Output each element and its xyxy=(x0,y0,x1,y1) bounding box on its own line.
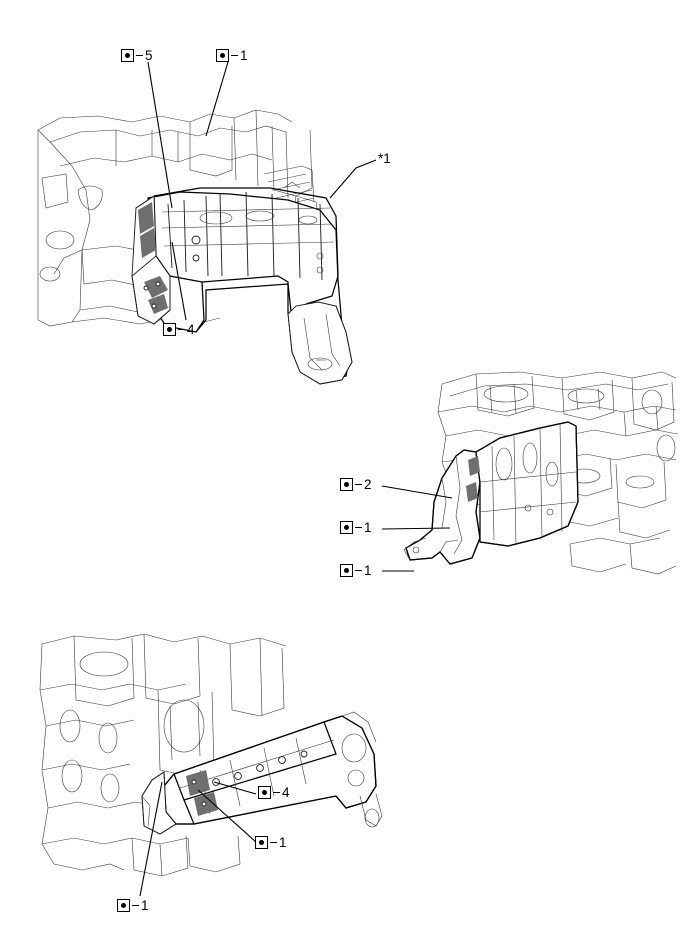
spot-weld-square-icon xyxy=(340,521,353,534)
callout-dash xyxy=(355,527,362,528)
callout-number: 4 xyxy=(282,785,290,800)
bottom-callout-1b xyxy=(117,899,149,913)
middle-callout-1a xyxy=(340,521,372,535)
spot-weld-square-icon xyxy=(216,49,229,62)
callout-dash xyxy=(273,792,280,793)
callout-number: 1 xyxy=(141,898,149,913)
spot-weld-square-icon xyxy=(340,564,353,577)
callout-dash xyxy=(231,55,238,56)
top-callout-1 xyxy=(216,49,248,63)
callout-dash xyxy=(270,842,277,843)
spot-weld-square-icon xyxy=(340,478,353,491)
callout-number: 1 xyxy=(364,563,372,578)
callout-number: 1 xyxy=(240,48,248,63)
spot-weld-square-icon xyxy=(121,49,134,62)
bottom-callout-4 xyxy=(258,786,290,800)
middle-callout-1b xyxy=(340,564,372,578)
top-callout-5 xyxy=(121,49,153,63)
spot-weld-square-icon xyxy=(163,323,176,336)
callout-number: 2 xyxy=(364,477,372,492)
figure-bottom xyxy=(24,630,394,880)
figure-top xyxy=(20,70,420,350)
spot-weld-square-icon xyxy=(255,836,268,849)
callout-number: 4 xyxy=(187,322,195,337)
callout-number: 1 xyxy=(364,520,372,535)
spot-weld-square-icon xyxy=(117,899,130,912)
top-note-star1: *1 xyxy=(378,151,391,166)
callout-dash xyxy=(355,570,362,571)
bottom-callout-1a xyxy=(255,836,287,850)
callout-dash xyxy=(355,484,362,485)
callout-number: 1 xyxy=(279,835,287,850)
top-callout-4 xyxy=(163,323,195,337)
spot-weld-square-icon xyxy=(258,786,271,799)
figure-middle xyxy=(380,352,680,622)
callout-dash xyxy=(136,55,143,56)
callout-dash xyxy=(132,905,139,906)
callout-number: 5 xyxy=(145,48,153,63)
middle-callout-2 xyxy=(340,478,372,492)
callout-dash xyxy=(178,329,185,330)
